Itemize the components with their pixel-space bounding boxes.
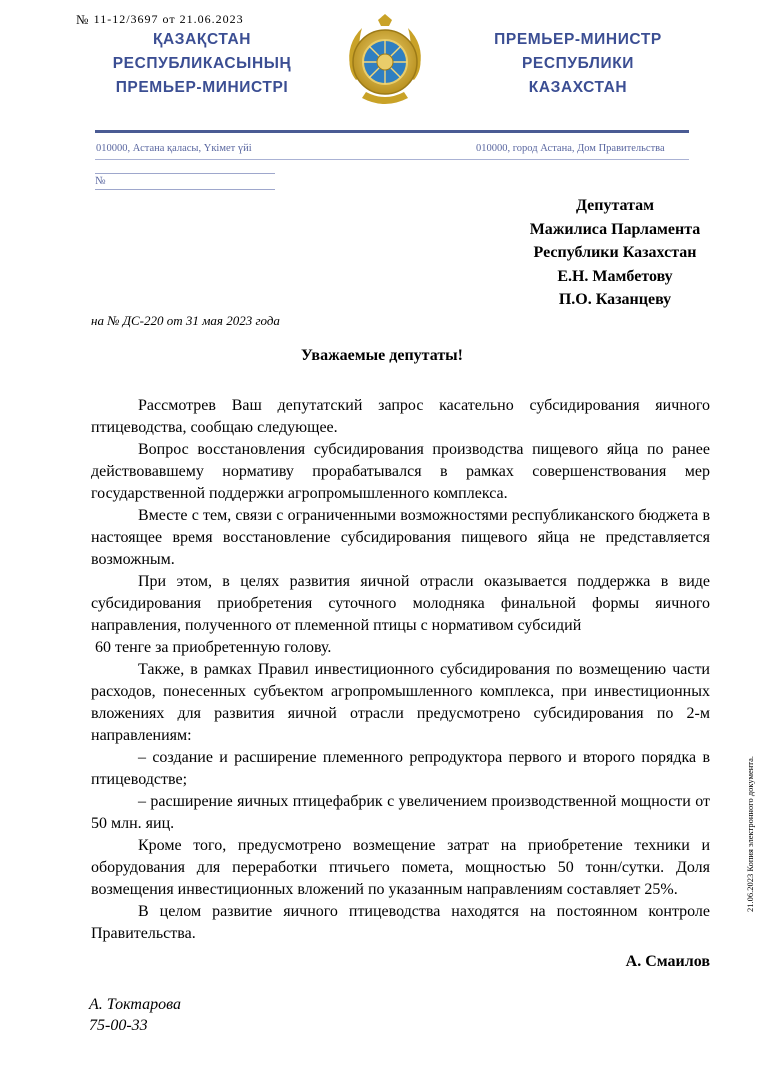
body-paragraph: Вопрос восстановления субсидирования производства пищевого яйца по ранее действовавшему нормативу прорабатывался в рамках совершенствования мер государственной поддержки агропромышленного комплекса. [91,441,710,502]
registration-prefix: № [76,12,90,27]
addressee-line: Е.Н. Мамбетову [557,267,673,285]
executor-block [89,994,181,1036]
address-russian: 010000, город Астана, Дом Правительства [476,143,665,154]
number-label: № [95,175,106,187]
signature: А. Смаилов [625,953,710,970]
registration-partial: 11-12/3697 от 21.06.2023 [93,12,244,26]
addressee-line: Депутатам [575,197,655,214]
body-paragraph: Рассмотрев Ваш депутатский запрос касательно субсидирования яичного птицеводства, сообщаю следующее. [91,397,710,436]
salutation: Уважаемые депутаты! [301,347,463,364]
body-paragraph: При этом, в целях развития яичной отрасли оказывается поддержка в виде субсидирования приобретения суточного молодняка финальной формы яичного направления, полученного от племенной птицы с нормативом субсидий [91,573,710,634]
reference-line: на № ДС-220 от 31 мая 2023 года [91,313,280,328]
date-blank-line [95,173,275,174]
letter-body [91,395,710,945]
body-list-item: – расширение яичных птицефабрик с увеличением производственной мощности от 50 млн. яиц. [91,793,710,832]
body-paragraph: В целом развитие яичного птицеводства находятся на постоянном контроле Правительства. [91,903,710,942]
address-divider [95,159,689,160]
letterhead-kazakh [82,28,322,100]
letterhead-line: ПРЕМЬЕР-МИНИСТРІ [115,79,289,96]
letterhead-line: ҚАЗАҚСТАН [152,31,252,48]
letterhead-line: КАЗАХСТАН [528,79,628,96]
letterhead-divider [95,130,689,133]
letterhead-line: РЕСПУБЛИКАСЫНЫҢ [112,55,292,72]
letterhead-line: ПРЕМЬЕР-МИНИСТР [494,31,662,48]
body-paragraph: Кроме того, предусмотрено возмещение затрат на приобретение техники и оборудования для переработки птичьего помета, мощностью 50 тонн/сутки. Доля возмещения инвестиционных вложений по указанным направлениям составляет 25%. [91,837,710,898]
body-list-item: – создание и расширение племенного репродуктора первого и второго порядка в птицеводстве; [91,749,710,788]
executor-name: А. Токтарова [89,996,181,1013]
addressee-line: Республики Казахстан [533,244,697,261]
executor-phone: 75-00-33 [89,1017,148,1034]
state-emblem-icon [342,14,428,110]
body-paragraph: Также, в рамках Правил инвестиционного субсидирования по возмещению части расходов, понесенных субъектом агропромышленного комплекса, при инвестиционных вложениях для развития яичной отрасли предусмотрено субсидирования по 2-м направлениям: [91,661,710,744]
body-paragraph: 60 тенге за приобретенную голову. [91,639,332,656]
registration-stamp [76,12,244,28]
body-paragraph: Вместе с тем, связи с ограниченными возможностями республиканского бюджета в настоящее время восстановление субсидирования пищевого яйца не представляется возможным. [91,507,710,568]
address-kazakh: 010000, Астана қаласы, Үкімет үйі [96,143,252,154]
addressee-block [450,194,780,312]
side-note: 21.06.2023 Копия электронного документа. [745,756,755,912]
number-blank-line [95,189,275,190]
addressee-line: П.О. Казанцеву [558,291,672,308]
letterhead-line: РЕСПУБЛИКИ [521,55,635,72]
letterhead-russian [458,28,698,100]
addressee-line: Мажилиса Парламента [529,220,701,238]
